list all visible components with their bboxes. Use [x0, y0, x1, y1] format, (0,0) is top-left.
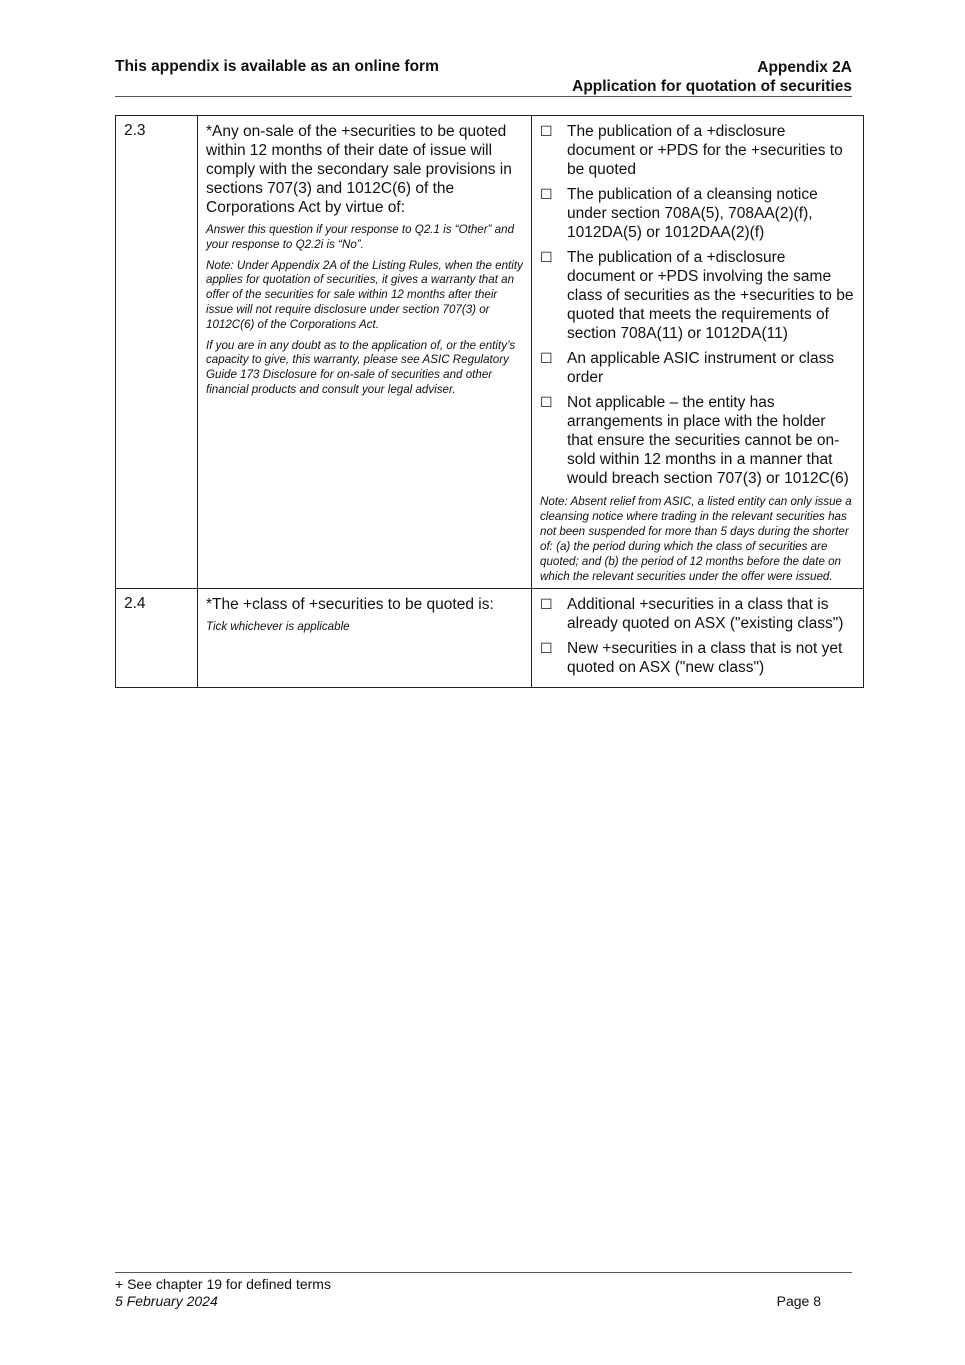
- question-text: *Any on-sale of the +securities to be quoted within 12 months of their date of issue will comply with the secondary sale provisions in sections 707(3) and 1012C(6) of the Corporations Act by virtue of:: [206, 123, 512, 216]
- option-label: Additional +securities in a class that is already quoted on ASX ("existing class"): [567, 596, 844, 632]
- question-cell: [198, 116, 532, 589]
- checkbox-icon[interactable]: ☐: [540, 596, 553, 612]
- checkbox-icon[interactable]: ☐: [540, 186, 553, 202]
- defined-terms-note: + See chapter 19 for defined terms: [115, 1276, 331, 1292]
- option-disclosure-document[interactable]: [540, 122, 855, 179]
- question-note: Note: Under Appendix 2A of the Listing Rules, when the entity applies for quotation of securities, it gives a warranty that an offer of the securities for sale within 12 months after their issue will not require disclosure under section 707(3) or 1012C(6) of the Corporations Act.: [206, 258, 523, 331]
- checkbox-icon[interactable]: ☐: [540, 640, 553, 656]
- page-header: [115, 58, 852, 97]
- appendix-subtitle: Application for quotation of securities: [572, 78, 852, 95]
- questions-table: [115, 115, 864, 688]
- document-date: 5 February 2024: [115, 1293, 218, 1309]
- option-label: Not applicable – the entity has arrangements in place with the holder that ensure the securities cannot be on-sold within 12 months in a manner that would breach section 707(3) or 1012C(6): [567, 394, 849, 487]
- option-label: An applicable ASIC instrument or class order: [567, 350, 835, 386]
- page-footer: [115, 1272, 852, 1310]
- appendix-title: [572, 58, 852, 96]
- option-not-applicable[interactable]: [540, 393, 855, 488]
- option-new-class[interactable]: [540, 639, 855, 677]
- checkbox-icon[interactable]: ☐: [540, 123, 553, 139]
- checkbox-icon[interactable]: ☐: [540, 249, 553, 265]
- question-cell: [198, 589, 532, 688]
- question-instruction: Tick whichever is applicable: [206, 620, 350, 633]
- option-existing-class[interactable]: [540, 595, 855, 633]
- option-asic-instrument[interactable]: [540, 349, 855, 387]
- question-text: *The +class of +securities to be quoted is:: [206, 596, 494, 613]
- option-cleansing-notice[interactable]: [540, 185, 855, 242]
- online-form-notice: This appendix is available as an online form: [115, 58, 439, 75]
- option-same-class-disclosure[interactable]: [540, 248, 855, 343]
- checkbox-icon[interactable]: ☐: [540, 350, 553, 366]
- checkbox-icon[interactable]: ☐: [540, 394, 553, 410]
- question-number: 2.3: [116, 116, 198, 589]
- answer-cell: [532, 116, 864, 589]
- page-number: Page 8: [776, 1293, 821, 1309]
- question-instruction: Answer this question if your response to Q2.1 is “Other” and your response to Q2.2i is “No”.: [206, 223, 515, 251]
- question-guidance: If you are in any doubt as to the application of, or the entity’s capacity to give, this warranty, please see ASIC Regulatory Guide 173 Disclosure for on-sale of securities and other financial products and consult your legal adviser.: [206, 338, 516, 396]
- answer-cell: [532, 589, 864, 688]
- answer-note: Note: Absent relief from ASIC, a listed entity can only issue a cleansing notice where trading in the relevant securities has not been suspended for more than 5 days during the shorter of: (a) the period during which the class of securities are quoted; and (b) the period of 12 months before the date on which the relevant securities under the offer were issued.: [540, 495, 852, 583]
- table-row: [116, 589, 864, 688]
- question-number: 2.4: [116, 589, 198, 688]
- appendix-number: Appendix 2A: [757, 59, 852, 76]
- option-label: The publication of a +disclosure document or +PDS for the +securities to be quoted: [567, 123, 843, 178]
- option-label: New +securities in a class that is not yet quoted on ASX ("new class"): [567, 640, 843, 676]
- option-label: The publication of a cleansing notice under section 708A(5), 708AA(2)(f), 1012DA(5) or 1012DAA(2)(f): [567, 186, 818, 241]
- option-label: The publication of a +disclosure document or +PDS involving the same class of securities as the +securities to be quoted that meets the requirements of section 708A(11) or 1012DA(11): [567, 249, 854, 342]
- table-row: [116, 116, 864, 589]
